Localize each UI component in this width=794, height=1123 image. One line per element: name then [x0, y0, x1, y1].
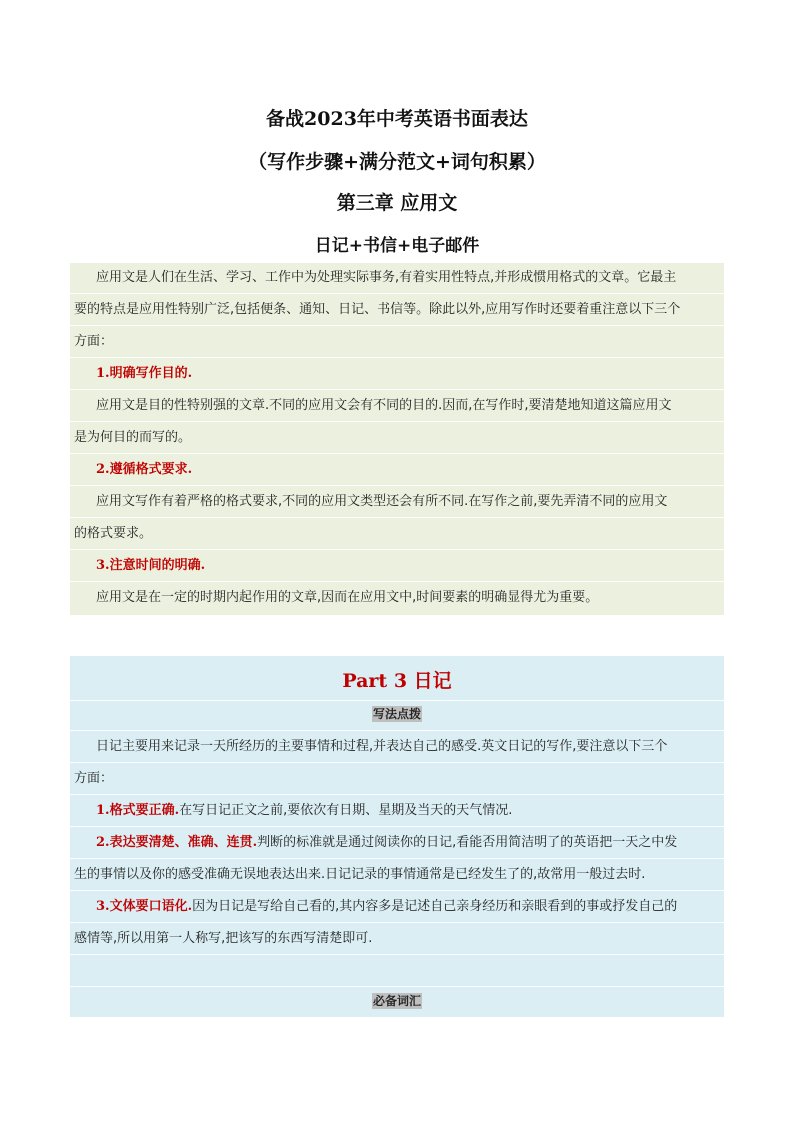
intro-paragraph-line: 应用文写作有着严格的格式要求,不同的应用文类型还会有所不同.在写作之前,要先弄清不同的应用文 [96, 494, 668, 509]
intro-paragraph-line: 应用文是在一定的时期内起作用的文章,因而在应用文中,时间要素的明确显得尤为重要。 [96, 590, 599, 605]
writing-tips-label: 写法点拨 [372, 707, 421, 721]
intro-section [70, 263, 724, 615]
row-divider [70, 357, 724, 358]
point-2-text: 判断的标准就是通过阅读你的日记,看能否用简洁明了的英语把一天之中发 [257, 835, 678, 850]
intro-paragraph-line: 应用文是目的性特别强的文章.不同的应用文会有不同的目的.因而,在写作时,要清楚地知道这篇应用文 [96, 398, 672, 413]
row-divider [70, 890, 724, 891]
row-divider [70, 794, 724, 795]
topic-title: 日记+书信+电子邮件 [314, 236, 480, 256]
row-divider [70, 421, 724, 422]
intro-paragraph-line: 应用文是人们在生活、学习、工作中为处理实际事务,有着实用性特点,并形成惯用格式的文章。它最主 [96, 270, 677, 285]
page-subtitle: （写作步骤+满分范文+词句积累） [248, 151, 546, 173]
row-divider [70, 922, 724, 923]
part3-point-3 [70, 897, 724, 917]
part3-paragraph-line: 生的事情以及你的感受准确无误地表达出来.日记记录的事情通常是已经发生了的,故常用一般过去时. [74, 867, 646, 882]
part3-paragraph-line: 方面： [74, 771, 114, 786]
part3-point-1 [70, 801, 724, 821]
part3-section [70, 656, 724, 1017]
part3-point-2 [70, 833, 724, 853]
row-divider [70, 325, 724, 326]
row-divider [70, 762, 724, 763]
row-divider [70, 389, 724, 390]
row-divider [70, 730, 724, 731]
row-divider [70, 826, 724, 827]
point-1-text: 在写日记正文之前,要依次有日期、星期及当天的天气情况. [179, 803, 513, 818]
part3-paragraph-line: 感情等,所以用第一人称写,把该写的东西写清楚即可. [74, 931, 373, 946]
intro-paragraph-line: 是为何目的而写的。 [74, 430, 192, 445]
row-divider [70, 858, 724, 859]
chapter-title: 第三章 应用文 [336, 192, 458, 214]
row-divider [70, 986, 724, 987]
row-divider [70, 549, 724, 550]
intro-heading-2: 2.遵循格式要求. [96, 462, 193, 477]
page-title: 备战2023年中考英语书面表达 [266, 108, 528, 130]
intro-heading-3: 3.注意时间的明确. [96, 558, 206, 573]
row-divider [70, 517, 724, 518]
part3-title: Part 3 日记 [342, 670, 452, 692]
row-divider [70, 293, 724, 294]
intro-paragraph-line: 要的特点是应用性特别广泛,包括便条、通知、日记、书信等。除此以外,应用写作时还要着重注意以下三个 [74, 302, 681, 317]
intro-heading-1: 1.明确写作目的. [96, 366, 193, 381]
row-divider [70, 453, 724, 454]
part3-paragraph-line: 日记主要用来记录一天所经历的主要事情和过程,并表达自己的感受.英文日记的写作,要注意以下三个 [96, 739, 668, 754]
row-divider [70, 954, 724, 955]
intro-paragraph-line: 的格式要求。 [74, 526, 153, 541]
intro-paragraph-line: 方面： [74, 334, 114, 349]
row-divider [70, 485, 724, 486]
row-divider [70, 700, 724, 701]
point-1-heading: 1.格式要正确. [96, 803, 180, 818]
point-3-text: 因为日记是写给自己看的,其内容多是记述自己亲身经历和亲眼看到的事或抒发自己的 [192, 899, 678, 914]
point-3-heading: 3.文体要口语化. [96, 899, 193, 914]
vocabulary-label: 必备词汇 [372, 994, 421, 1008]
point-2-heading: 2.表达要清楚、准确、连贯. [96, 835, 258, 850]
row-divider [70, 581, 724, 582]
